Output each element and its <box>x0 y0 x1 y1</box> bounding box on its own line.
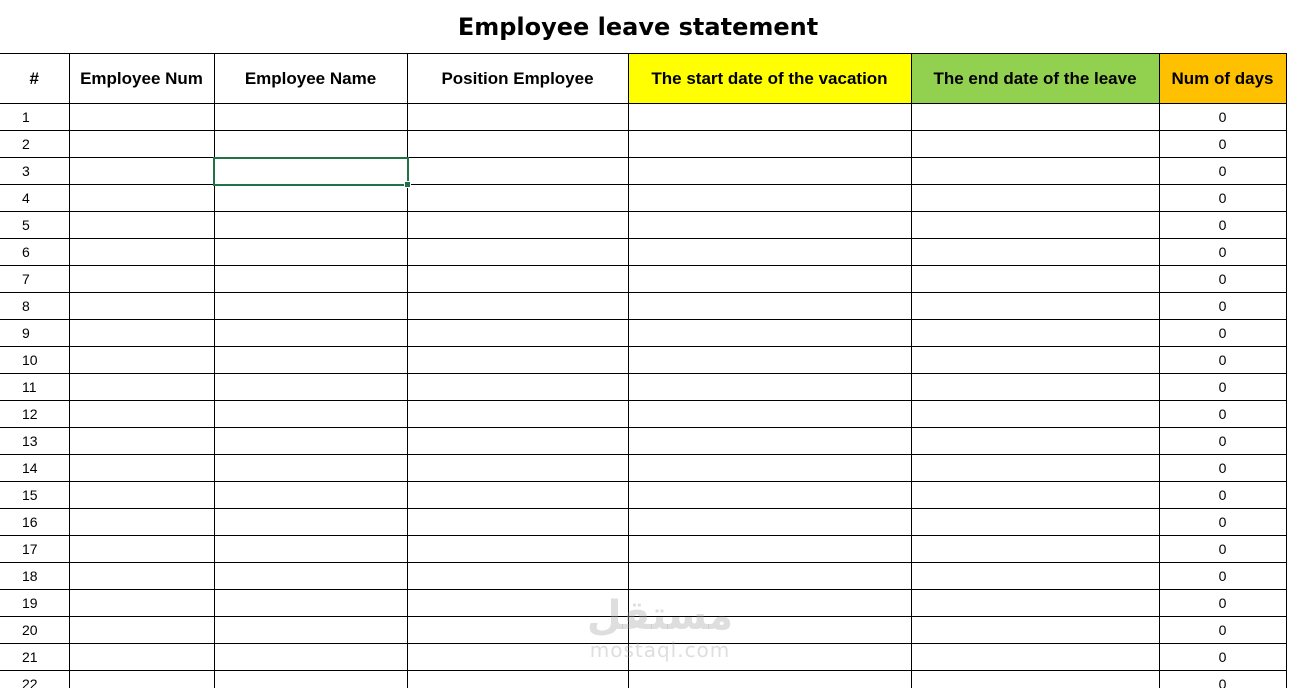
end-date-cell[interactable] <box>911 455 1159 482</box>
employee-name-cell[interactable] <box>214 293 407 320</box>
employee-num-cell[interactable] <box>69 482 214 509</box>
row-number-cell[interactable]: 16 <box>0 509 69 536</box>
row-number-cell[interactable]: 8 <box>0 293 69 320</box>
employee-name-cell[interactable] <box>214 509 407 536</box>
row-number-cell[interactable]: 15 <box>0 482 69 509</box>
start-date-cell[interactable] <box>628 239 911 266</box>
employee-num-cell[interactable] <box>69 644 214 671</box>
header-start-date[interactable]: The start date of the vacation <box>628 54 911 104</box>
row-number-cell[interactable]: 21 <box>0 644 69 671</box>
num-of-days-cell[interactable]: 0 <box>1159 104 1286 131</box>
position-employee-cell[interactable] <box>407 401 628 428</box>
table-row <box>0 536 1286 563</box>
employee-name-cell[interactable] <box>214 644 407 671</box>
table-row <box>0 320 1286 347</box>
end-date-cell[interactable] <box>911 671 1159 688</box>
employee-name-cell[interactable] <box>214 428 407 455</box>
employee-name-cell[interactable] <box>214 185 407 212</box>
row-number-cell[interactable]: 11 <box>0 374 69 401</box>
employee-num-cell[interactable] <box>69 158 214 185</box>
end-date-cell[interactable] <box>911 401 1159 428</box>
position-employee-cell[interactable] <box>407 131 628 158</box>
num-of-days-cell[interactable]: 0 <box>1159 428 1286 455</box>
end-date-cell[interactable] <box>911 293 1159 320</box>
start-date-cell[interactable] <box>628 320 911 347</box>
table-row <box>0 563 1286 590</box>
employee-name-cell[interactable] <box>214 536 407 563</box>
table-row <box>0 374 1286 401</box>
start-date-cell[interactable] <box>628 671 911 688</box>
end-date-cell[interactable] <box>911 104 1159 131</box>
end-date-cell[interactable] <box>911 239 1159 266</box>
table-row <box>0 401 1286 428</box>
fill-handle[interactable] <box>404 181 411 188</box>
table-row <box>0 482 1286 509</box>
position-employee-cell[interactable] <box>407 590 628 617</box>
table-body <box>0 104 1286 688</box>
position-employee-cell[interactable] <box>407 509 628 536</box>
employee-name-cell[interactable] <box>214 212 407 239</box>
position-employee-cell[interactable] <box>407 482 628 509</box>
num-of-days-cell[interactable]: 0 <box>1159 131 1286 158</box>
table-row <box>0 212 1286 239</box>
start-date-cell[interactable] <box>628 347 911 374</box>
employee-num-cell[interactable] <box>69 185 214 212</box>
num-of-days-cell[interactable]: 0 <box>1159 482 1286 509</box>
employee-num-cell[interactable] <box>69 347 214 374</box>
employee-num-cell[interactable] <box>69 617 214 644</box>
start-date-cell[interactable] <box>628 509 911 536</box>
mostaql-watermark-logo: مستقل mostaql.com <box>586 593 734 662</box>
employee-num-cell[interactable] <box>69 266 214 293</box>
table-row <box>0 617 1286 644</box>
num-of-days-cell[interactable]: 0 <box>1159 239 1286 266</box>
header-employee-num[interactable]: Employee Num <box>69 54 214 104</box>
employee-name-cell[interactable] <box>214 590 407 617</box>
row-number-cell[interactable]: 17 <box>0 536 69 563</box>
employee-name-cell[interactable] <box>214 455 407 482</box>
start-date-cell[interactable] <box>628 617 911 644</box>
header-hash[interactable]: # <box>0 54 69 104</box>
employee-num-cell[interactable] <box>69 563 214 590</box>
employee-name-cell[interactable] <box>214 482 407 509</box>
employee-num-cell[interactable] <box>69 455 214 482</box>
end-date-cell[interactable] <box>911 536 1159 563</box>
start-date-cell[interactable] <box>628 428 911 455</box>
employee-num-cell[interactable] <box>69 590 214 617</box>
employee-num-cell[interactable] <box>69 428 214 455</box>
employee-name-cell[interactable] <box>214 401 407 428</box>
position-employee-cell[interactable] <box>407 320 628 347</box>
position-employee-cell[interactable] <box>407 428 628 455</box>
num-of-days-cell[interactable]: 0 <box>1159 563 1286 590</box>
table-row <box>0 347 1286 374</box>
employee-num-cell[interactable] <box>69 212 214 239</box>
employee-name-cell[interactable] <box>214 671 407 688</box>
start-date-cell[interactable] <box>628 212 911 239</box>
position-employee-cell[interactable] <box>407 455 628 482</box>
end-date-cell[interactable] <box>911 320 1159 347</box>
row-number-cell[interactable]: 3 <box>0 158 69 185</box>
row-number-cell[interactable]: 9 <box>0 320 69 347</box>
position-employee-cell[interactable] <box>407 158 628 185</box>
header-row <box>0 54 1286 104</box>
start-date-cell[interactable] <box>628 482 911 509</box>
table-row <box>0 428 1286 455</box>
row-number-cell[interactable]: 1 <box>0 104 69 131</box>
row-number-cell[interactable]: 5 <box>0 212 69 239</box>
employee-num-cell[interactable] <box>69 239 214 266</box>
employee-name-cell[interactable] <box>214 563 407 590</box>
position-employee-cell[interactable] <box>407 212 628 239</box>
row-number-cell[interactable]: 10 <box>0 347 69 374</box>
num-of-days-cell[interactable]: 0 <box>1159 158 1286 185</box>
end-date-cell[interactable] <box>911 428 1159 455</box>
row-number-cell[interactable]: 4 <box>0 185 69 212</box>
table-row <box>0 293 1286 320</box>
num-of-days-cell[interactable]: 0 <box>1159 212 1286 239</box>
position-employee-cell[interactable] <box>407 374 628 401</box>
end-date-cell[interactable] <box>911 482 1159 509</box>
num-of-days-cell[interactable]: 0 <box>1159 671 1286 688</box>
employee-num-cell[interactable] <box>69 131 214 158</box>
row-number-cell[interactable]: 6 <box>0 239 69 266</box>
num-of-days-cell[interactable]: 0 <box>1159 374 1286 401</box>
table-row <box>0 455 1286 482</box>
row-number-cell[interactable]: 18 <box>0 563 69 590</box>
num-of-days-cell[interactable]: 0 <box>1159 293 1286 320</box>
employee-name-cell[interactable] <box>214 617 407 644</box>
table-row <box>0 590 1286 617</box>
employee-num-cell[interactable] <box>69 320 214 347</box>
num-of-days-cell[interactable]: 0 <box>1159 536 1286 563</box>
employee-name-cell[interactable] <box>214 158 407 185</box>
start-date-cell[interactable] <box>628 131 911 158</box>
num-of-days-cell[interactable]: 0 <box>1159 185 1286 212</box>
end-date-cell[interactable] <box>911 158 1159 185</box>
employee-num-cell[interactable] <box>69 509 214 536</box>
position-employee-cell[interactable] <box>407 347 628 374</box>
position-employee-cell[interactable] <box>407 671 628 688</box>
start-date-cell[interactable] <box>628 401 911 428</box>
row-number-cell[interactable]: 22 <box>0 671 69 688</box>
start-date-cell[interactable] <box>628 644 911 671</box>
employee-num-cell[interactable] <box>69 671 214 688</box>
end-date-cell[interactable] <box>911 212 1159 239</box>
employee-name-cell[interactable] <box>214 266 407 293</box>
position-employee-cell[interactable] <box>407 644 628 671</box>
num-of-days-cell[interactable]: 0 <box>1159 509 1286 536</box>
leave-table <box>0 53 1287 688</box>
end-date-cell[interactable] <box>911 347 1159 374</box>
end-date-cell[interactable] <box>911 374 1159 401</box>
employee-name-cell[interactable] <box>214 374 407 401</box>
employee-num-cell[interactable] <box>69 401 214 428</box>
num-of-days-cell[interactable]: 0 <box>1159 320 1286 347</box>
table-row <box>0 158 1286 185</box>
employee-name-cell[interactable] <box>214 104 407 131</box>
position-employee-cell[interactable] <box>407 104 628 131</box>
num-of-days-cell[interactable]: 0 <box>1159 266 1286 293</box>
header-end-date[interactable]: The end date of the leave <box>911 54 1159 104</box>
position-employee-cell[interactable] <box>407 266 628 293</box>
start-date-cell[interactable] <box>628 104 911 131</box>
end-date-cell[interactable] <box>911 266 1159 293</box>
employee-name-cell[interactable] <box>214 320 407 347</box>
start-date-cell[interactable] <box>628 185 911 212</box>
row-number-cell[interactable]: 13 <box>0 428 69 455</box>
end-date-cell[interactable] <box>911 617 1159 644</box>
num-of-days-cell[interactable]: 0 <box>1159 401 1286 428</box>
table-row <box>0 131 1286 158</box>
employee-name-cell[interactable] <box>214 131 407 158</box>
table-row <box>0 671 1286 688</box>
employee-name-cell[interactable] <box>214 239 407 266</box>
table-row <box>0 185 1286 212</box>
end-date-cell[interactable] <box>911 590 1159 617</box>
end-date-cell[interactable] <box>911 131 1159 158</box>
position-employee-cell[interactable] <box>407 185 628 212</box>
start-date-cell[interactable] <box>628 374 911 401</box>
position-employee-cell[interactable] <box>407 536 628 563</box>
start-date-cell[interactable] <box>628 563 911 590</box>
table-row <box>0 509 1286 536</box>
table-row <box>0 239 1286 266</box>
row-number-cell[interactable]: 19 <box>0 590 69 617</box>
row-number-cell[interactable]: 12 <box>0 401 69 428</box>
end-date-cell[interactable] <box>911 644 1159 671</box>
end-date-cell[interactable] <box>911 185 1159 212</box>
end-date-cell[interactable] <box>911 563 1159 590</box>
start-date-cell[interactable] <box>628 455 911 482</box>
table-row <box>0 644 1286 671</box>
num-of-days-cell[interactable]: 0 <box>1159 644 1286 671</box>
row-number-cell[interactable]: 7 <box>0 266 69 293</box>
position-employee-cell[interactable] <box>407 293 628 320</box>
employee-num-cell[interactable] <box>69 374 214 401</box>
start-date-cell[interactable] <box>628 293 911 320</box>
position-employee-cell[interactable] <box>407 563 628 590</box>
position-employee-cell[interactable] <box>407 239 628 266</box>
num-of-days-cell[interactable]: 0 <box>1159 347 1286 374</box>
start-date-cell[interactable] <box>628 590 911 617</box>
row-number-cell[interactable]: 2 <box>0 131 69 158</box>
employee-num-cell[interactable] <box>69 293 214 320</box>
num-of-days-cell[interactable]: 0 <box>1159 590 1286 617</box>
row-number-cell[interactable]: 14 <box>0 455 69 482</box>
header-position-employee[interactable]: Position Employee <box>407 54 628 104</box>
table-row <box>0 104 1286 131</box>
table-row <box>0 266 1286 293</box>
employee-name-cell[interactable] <box>214 347 407 374</box>
start-date-cell[interactable] <box>628 266 911 293</box>
num-of-days-cell[interactable]: 0 <box>1159 617 1286 644</box>
header-num-of-days[interactable]: Num of days <box>1159 54 1286 104</box>
header-employee-name[interactable]: Employee Name <box>214 54 407 104</box>
position-employee-cell[interactable] <box>407 617 628 644</box>
start-date-cell[interactable] <box>628 536 911 563</box>
start-date-cell[interactable] <box>628 158 911 185</box>
end-date-cell[interactable] <box>911 509 1159 536</box>
employee-num-cell[interactable] <box>69 536 214 563</box>
sheet-title[interactable]: Employee leave statement <box>457 12 819 41</box>
employee-num-cell[interactable] <box>69 104 214 131</box>
num-of-days-cell[interactable]: 0 <box>1159 455 1286 482</box>
row-number-cell[interactable]: 20 <box>0 617 69 644</box>
